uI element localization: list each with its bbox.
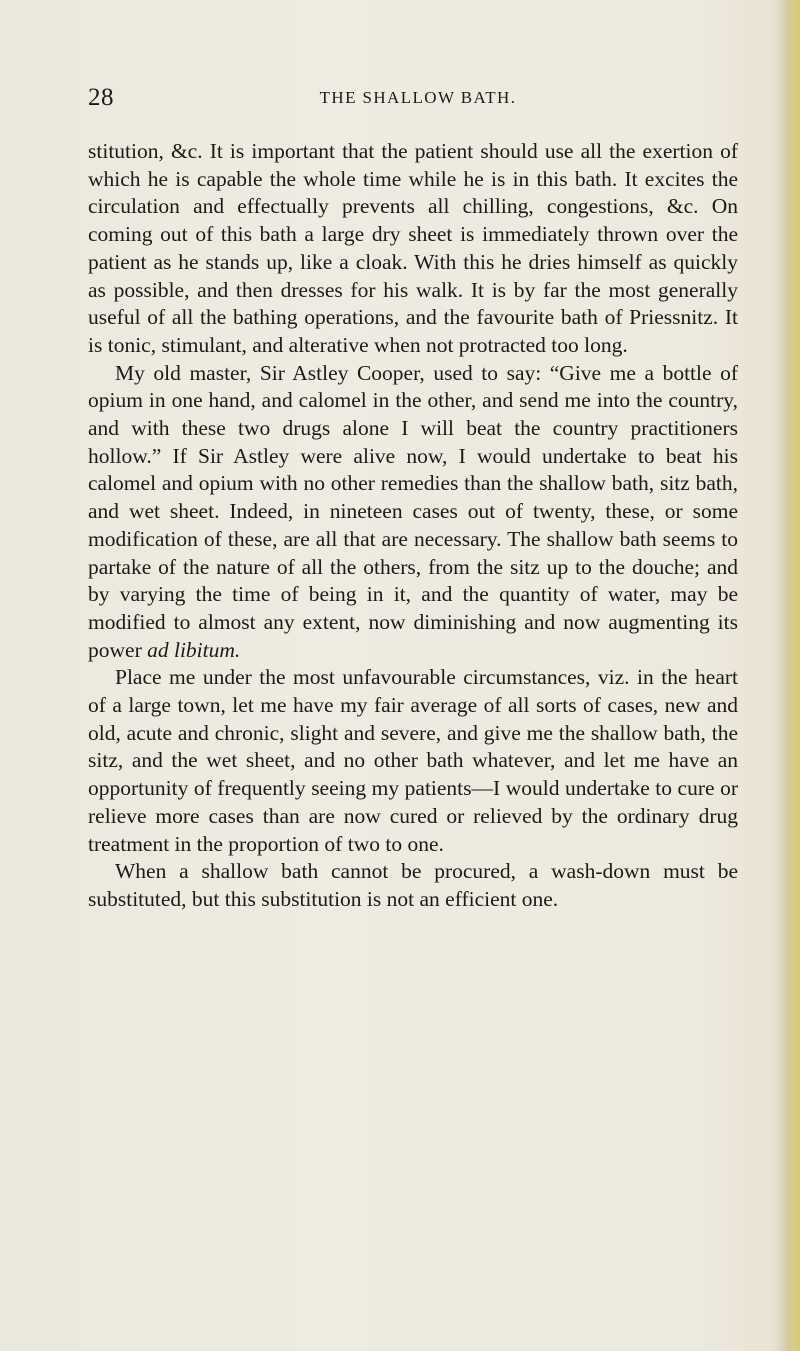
page-number: 28 [88, 84, 114, 111]
paragraph-text: My old master, Sir Astley Cooper, used to say: “Give me a bottle of opium in one hand, and calomel in the other, and send me into the country, and with these two drugs alone I will beat the country practitioners hollow.” If Sir Astley were alive now, I would undertake to beat his calomel and opium with no other remedies than the shallow bath, sitz bath, and wet sheet. Indeed, in nineteen cases out of twenty, these, or some modification of these, are all that are necessary. The shallow bath seems to partake of the nature of all the others, from the sitz up to the douche; and by varying the time of being in it, and the quantity of water, may be modified to almost any extent, now diminishing and now augmenting its power [88, 360, 738, 662]
paragraph-text: When a shallow bath cannot be procured, a wash-down must be substituted, but this substitution is not an efficient one. [88, 859, 738, 911]
paragraph [88, 858, 738, 913]
paragraph-text: stitution, &c. It is important that the patient should use all the exertion of which he is capable the whole time while he is in this bath. It excites the circulation and effectually prevents all chilling, congestions, &c. On coming out of this bath a large dry sheet is immediately thrown over the patient as he stands up, like a cloak. With this he dries himself as quickly as possible, and then dresses for his walk. It is by far the most generally useful of all the bathing operations, and the favourite bath of Priessnitz. It is tonic, stimulant, and alterative when not protracted too long. [88, 139, 738, 357]
page-header [88, 84, 738, 116]
page-edge [774, 0, 800, 1351]
paragraph [88, 360, 738, 665]
running-title: THE SHALLOW BATH. [319, 88, 517, 107]
paragraph [88, 138, 738, 360]
paragraph-text: Place me under the most unfavourable circumstances, viz. in the heart of a large town, let me have my fair average of all sorts of cases, new and old, acute and chronic, slight and severe, and give me the shallow bath, the sitz, and the wet sheet, and no other bath whatever, and let me have an opportunity of frequently seeing my patients—I would undertake to cure or relieve more cases than are now cured or relieved by the ordinary drug treatment in the proportion of two to one. [88, 665, 738, 856]
italic-phrase: ad libitum. [147, 637, 241, 662]
body-text [88, 138, 738, 914]
paragraph [88, 664, 738, 858]
